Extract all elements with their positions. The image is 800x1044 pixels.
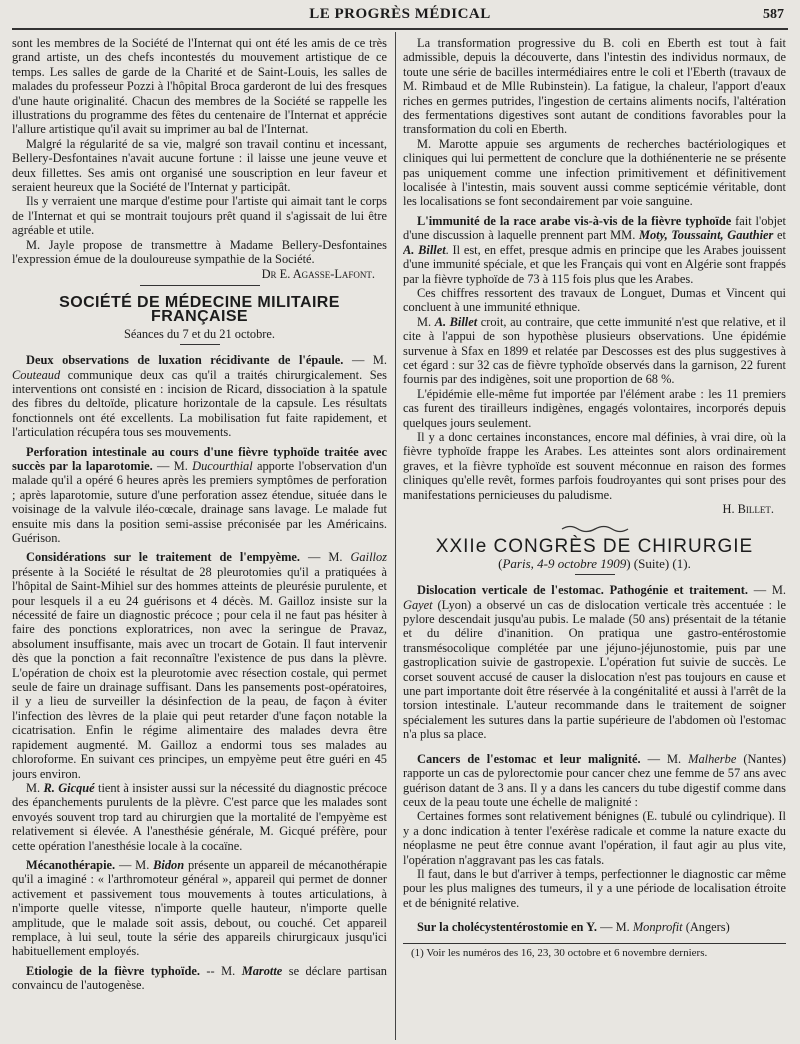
column-divider — [395, 32, 396, 1040]
author-name: Ducourthial — [192, 458, 253, 473]
cancers-paragraph-2: Certaines formes sont relativement bénignes (E. tubulé ou cylindrique). Il y a donc indication à tenter l'exérèse radicale et comme la nature exacte du néoplasme ne peut être connue avant l'opération, il faut agir au plus vite, l'opération n'aggravant pas les cas fatals. — [403, 809, 786, 867]
congress-rule — [575, 574, 615, 575]
immunite-paragraph-4: L'épidémie elle-même fut importée par l'élément arabe : les 11 premiers cas furent des tirailleurs indigènes, engagés volontaires, incorporés depuis quelques jours seulement. — [403, 386, 786, 430]
society-title: SOCIÉTÉ DE MÉDECINE MILITAIRE FRANÇAISE — [59, 293, 340, 326]
congress-subtitle: (Paris, 4-9 octobre 1909) (Suite) (1). — [498, 555, 691, 571]
immunite-paragraph-2: Ces chiffres ressortent des travaux de Longuet, Dumas et Vincent qui concluent à une immunité ethnique. — [403, 285, 786, 315]
author-name: Couteaud — [12, 367, 61, 382]
immunite-signature: H. Billet. — [722, 502, 774, 516]
article-etiologie: Etiologie de la fièvre typhoïde. -- M. Marotte se déclare partisan convaincu de l'autogenèse. — [12, 963, 387, 993]
intro-paragraph-1: sont les membres de la Société de l'Internat qui ont été les amis de ce très grand artiste, un des chefs incontestés du mouvement artistique de ce temps. Les salles de garde de la Charité et de Saint-Louis, les salles de malades du professeur Pozzi à l'hôpital Broca garderont de lui des fresques d'une haute originalité. Chacun des membres de la Société se rappelle les illustrations du programme des fêtes du centenaire de l'Internat et apprécie l'allure artistique qu'il avait su imprimer au bal de l'Internat. — [12, 36, 387, 137]
article-mecanotherapie: Mécanothérapie. — M. Bidon présente un appareil de mécanothérapie qu'il a imaginé : « l'arthromoteur général », appareil qui permet de donner activement et passivement tous mouvements à toutes articulations, à n'importe quelle vitesse, n'importe quelle hauteur, n'importe quelle amplitude, que le malade soit assis, debout, ou couché. Cet appareil remplace, à lui seul, toute la série des appareils chirurgicaux jusqu'ici habituellement employés. — [12, 857, 387, 959]
immunite-paragraph-5: Il y a donc certaines inconstances, encore mal définies, à vrai dire, où la fièvre typhoïde frappe les Arabes. Les atteintes sont alors ordinairement graves, et la fièvre typhoïde est souvent méconnue en raison des formes cliniques qu'elle revêt, formes parfois foudroyantes qui sont prises pour des manifestations pernicieuses du paludisme. — [403, 429, 786, 502]
article-immunite: L'immunité de la race arabe vis-à-vis de la fièvre typhoïde fait l'objet d'une discussion à laquelle prennent part MM. Moty, Toussaint, Gauthier et A. Billet. Il est, en effet, presque admis en principe que les Arabes jouissent d'une immunité spéciale, et que les Français qui vont en Algérie sont frappés par la fièvre typhoïde de 73 à 115 fois plus que les Arabes. — [403, 213, 786, 286]
author-name: A. Billet — [403, 242, 446, 257]
header-rule — [12, 28, 788, 30]
subtitle-rule — [180, 344, 220, 345]
article-cholecystenterostomie: Sur la cholécystentérostomie en Y. — M. Monprofit (Angers) — [417, 920, 730, 935]
congress-place-date: Paris, 4-9 octobre 1909 — [502, 555, 627, 571]
intro-signature: Dr E. Agasse-Lafont. — [261, 266, 375, 281]
author-name: Malherbe — [688, 751, 737, 766]
author-name: Monprofit — [632, 920, 683, 935]
marotte-paragraph: M. Marotte appuie ses arguments de recherches bactériologiques et cliniques qui lui permettent de conclure que la dothiénenterie ne se présente pas uniquement comme une infection primitivement et définitivement localisée à l'intestin, mais souvent aussi comme septicémie véritable, dont les localisations se font secondairement par voie sanguine. — [403, 136, 786, 209]
right-column — [403, 36, 786, 1040]
article-heading: Deux observations de luxation récidivante de l'épaule. — [26, 353, 344, 368]
article-luxation: Deux observations de luxation récidivante de l'épaule. — M. Couteaud communique deux cas qu'il a traités chirurgicalement. Ses interventions ont consisté en : incision de Ricard, dissociation à la spatule des fibres du deltoïde, plicature horizontale de la capsule. Les résultats fonctionnels ont été excellents. La mobilisation fut faite rapidement, et l'articulation récupéra tous ses mouvements. — [12, 353, 387, 440]
congress-title: XXIIe CONGRÈS DE CHIRURGIE — [435, 536, 754, 558]
article-empyeme: Considérations sur le traitement de l'empyème. — M. Gailloz présente à la Société le résultat de 28 pleurotomies qu'il a pratiquées à l'hôpital de Saint-Mihiel sur des hommes atteints de pleurésie purulente, et pour lesquels il a eu 24 guérisons et 4 décès. M. Gailloz insiste sur la nécessité de faire un diagnostic précoce ; pour cela il ne faut pas hésiter à faire des ponctions exploratrices, non avec la seringue de Pravaz, absolument insuffisante, mais avec un trocart de Gotain. Il faut intervenir dès que la ponction a fait reconnaître l'existence de pus dans la plèvre. L'opération de choix est la pleurotomie avec résection costale, qui permet seule de faire un drainage suffisant. Dans les pansements post-opératoires, il y a lieu de surveiller la désinfection de la peau, de façon à éviter l'infection des lèvres de la plaie qui peut retarder d'une façon notable la cicatrisation. Enfin le régime alimentaire des malades devra être rapidement augmenté. M. Gailloz a endormi tous ses malades au chloroforme. En suivant ces principes, un empyème peut être guéri en 45 jours environ. — [12, 550, 387, 781]
article-heading: Dislocation verticale de l'estomac. Pathogénie et traitement. — [417, 583, 749, 598]
article-heading: L'immunité de la race arabe vis-à-vis de la fièvre typhoïde — [417, 213, 732, 228]
society-subtitle: Séances du 7 et du 21 octobre. — [123, 326, 276, 341]
author-names: Moty, Toussaint, Gauthier — [638, 228, 774, 243]
article-dislocation: Dislocation verticale de l'estomac. Pathogénie et traitement. — M. Gayet (Lyon) a observé un cas de dislocation verticale très accentuée : le pylore descendait jusqu'au pubis. Le malade (50 ans) présentait de la tétanie et du délire d'inanition. On pratiqua une gastro-entérostomie transmésocolique complétée par une jéjuno-jéjunostomie, puis par une gastroplication suivie de gastropexie. L'opération fut suivie de succès. Le corset souvent accusé de causer la dislocation n'est pas toujours en cause et une part importante doit être réservée à la congénitalité et aussi à l'arrêt de la torsion intestinale. L'auteur recommande dans le traitement de soigner spécialement les sutures dans la partie supérieure de l'abdomen où l'estomac n'a plus sa place. — [403, 583, 786, 742]
article-heading: Cancers de l'estomac et leur malignité. — [417, 751, 641, 766]
article-heading: Etiologie de la fièvre typhoïde. — [26, 963, 200, 978]
article-heading: Sur la cholécystentérostomie en Y. — [417, 920, 597, 935]
section-rule — [140, 285, 260, 286]
article-heading: Perforation intestinale au cours d'une fièvre typhoïde traitée avec succès par la laparotomie. — [12, 444, 387, 473]
immunite-paragraph-3: M. A. Billet croit, au contraire, que cette immunité n'est que relative, et il cite à l'appui de son hypothèse plusieurs observations. Une épidémie survenue à Sfax en 1899 et relatée par Descosses est des plus suggestives à cet égard : sur 32 cas de fièvre typhoïde observés dans la garnison, 22 furent fournis par des indigènes, soit une proportion de 68 %. — [403, 314, 786, 387]
author-name: Bidon — [153, 857, 185, 872]
article-empyeme-paragraph-2: M. R. Gicqué tient à insister aussi sur la nécessité du diagnostic précoce des épanchements purulents de la plèvre. C'est parce que les malades sont envoyés souvent trop tard au chirurgien que la mortalité de l'empyème est relativement si élevée. A l'anesthésie générale, M. Gicqué préfère, pour cette opération l'anesthésie locale à la cocaïne. — [12, 780, 387, 853]
intro-paragraph-4: M. Jayle propose de transmettre à Madame Bellery-Desfontaines l'expression émue de la douloureuse sympathie de la Société. — [12, 237, 387, 267]
left-column — [12, 36, 387, 1040]
article-perforation: Perforation intestinale au cours d'une fièvre typhoïde traitée avec succès par la laparotomie. — M. Ducourthial apporte l'observation d'un malade qu'il a opéré 6 heures après les premiers symptômes de perforation ; après laparotomie, suture d'une perforation assez étendue, située dans le voisinage de la valvule iléo-cœcale, drainage sans lavage. Le malade fut ensuite mis dans la position semi-assise préconisée par les Américains. Guérison. — [12, 444, 387, 545]
author-name: Gayet — [403, 597, 433, 612]
cancers-paragraph-3: Il faut, dans le but d'arriver à temps, perfectionner le diagnostic car même pour les plus malignes des tumeurs, il y a une période de localisation étroite et de bénignité relative. — [403, 866, 786, 910]
intro-paragraph-3: Ils y verraient une marque d'estime pour l'artiste qui aimait tant le corps de l'Internat et qui se montrait toujours prêt quand il s'agissait de lui être agréable et utile. — [12, 194, 387, 238]
coli-paragraph: La transformation progressive du B. coli en Eberth est tout à fait admissible, depuis la découverte, dans l'intestin des individus normaux, de toute une série de bacilles intermédiaires entre le coli et l'Eberth (travaux de M. Rimbaud et de Mlle Rubinstein). La fatigue, la chaleur, l'apport d'eaux riches en germes putrides, l'ingestion de certains aliments nocifs, l'altération des fermentations digestives sont autant de conditions favorables pour la transformation du coli en Eberth. — [403, 36, 786, 137]
article-cancers: Cancers de l'estomac et leur malignité. — M. Malherbe (Nantes) rapporte un cas de pylorectomie pour cancer chez une femme de 57 ans avec guérison datant de 3 ans. Il y a dans les cancers du tube digestif comme dans ceux de la peau toute une échelle de malignité : — [403, 751, 786, 809]
ornament-divider — [403, 523, 786, 533]
footnote: (1) Voir les numéros des 16, 23, 30 octobre et 6 novembre derniers. — [411, 946, 708, 959]
author-name: Gailloz — [350, 550, 387, 565]
running-head — [0, 6, 800, 28]
intro-paragraph-2: Malgré la régularité de sa vie, malgré son travail continu et incessant, Bellery-Desfontaines n'avait aucune fortune : il laisse une jeune veuve et deux fillettes. Ses amis ont organisé une souscription en leur faveur et seraient heureux que la Société de l'Internat y participât. — [12, 136, 387, 195]
author-name: Marotte — [241, 963, 283, 978]
article-heading: Considérations sur le traitement de l'empyème. — [26, 550, 301, 565]
article-heading: Mécanothérapie. — [26, 857, 116, 872]
footnote-rule — [403, 943, 786, 944]
journal-title: LE PROGRÈS MÉDICAL — [309, 6, 491, 22]
author-name: A. Billet — [434, 314, 478, 329]
author-name: R. Gicqué — [43, 780, 95, 795]
page-number: 587 — [763, 7, 784, 22]
